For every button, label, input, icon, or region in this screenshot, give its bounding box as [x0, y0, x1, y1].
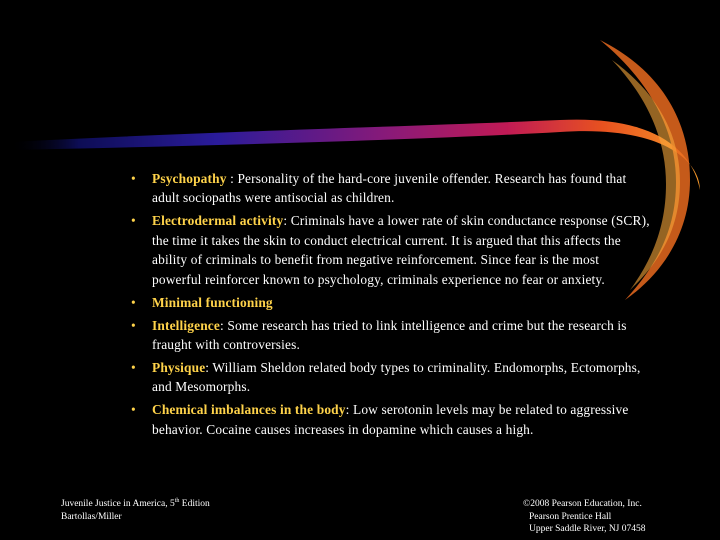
bullet-term: Physique	[152, 360, 206, 376]
bullet-marker: •	[131, 171, 136, 186]
bullet-text: : Some research has tried to link intelligence and crime but the research is fraught with controversies.	[152, 317, 627, 353]
bullet-marker: •	[131, 402, 136, 418]
bullet-item	[131, 293, 651, 312]
bullet-list	[131, 169, 651, 443]
bullet-item	[131, 211, 651, 289]
bullet-text: : Criminals have a lower rate of skin conductance response (SCR), the time it takes the skin to conduct electrical current. It is argued that this affects the ability of criminals to benefit from negative reinforcement. Since fear is the most powerful reinforcer known to psychology, criminals experience no fear or anxiety.	[152, 213, 650, 287]
bullet-item	[131, 358, 651, 397]
bullet-item	[131, 169, 651, 208]
bullet-term: Minimal functioning	[152, 294, 273, 310]
bullet-marker: •	[131, 294, 136, 310]
footer-left-line1: Juvenile Justice in America, 5th Edition	[61, 497, 210, 509]
footer-right-line1: ©2008 Pearson Education, Inc.	[523, 499, 642, 509]
bullet-marker: •	[131, 317, 136, 333]
bullet-marker: •	[131, 213, 136, 229]
footer-right-line3: Upper Saddle River, NJ 07458	[529, 524, 646, 534]
bullet-term: Electrodermal activity	[152, 213, 284, 229]
bullet-text: : Personality of the hard-core juvenile offender. Research has found that adult sociopaths were antisocial as children.	[152, 171, 627, 206]
bullet-text: : William Sheldon related body types to criminality. Endomorphs, Ectomorphs, and Mesomorphs.	[152, 360, 641, 395]
bullet-term: Chemical imbalances in the body	[152, 402, 346, 418]
bullet-item	[131, 316, 651, 355]
bullet-term: Psychopathy	[152, 171, 227, 186]
bullet-marker: •	[131, 360, 136, 376]
footer-left	[61, 498, 210, 523]
footer-right	[523, 498, 646, 536]
bullet-text: : Low serotonin levels may be related to aggressive behavior. Cocaine causes increases in dopamine which causes a high.	[152, 402, 629, 437]
bullet-term: Intelligence	[152, 317, 220, 333]
bullet-item	[131, 400, 651, 439]
footer-right-line2: Pearson Prentice Hall	[529, 511, 612, 522]
footer-left-line2: Bartollas/Miller	[61, 511, 122, 522]
